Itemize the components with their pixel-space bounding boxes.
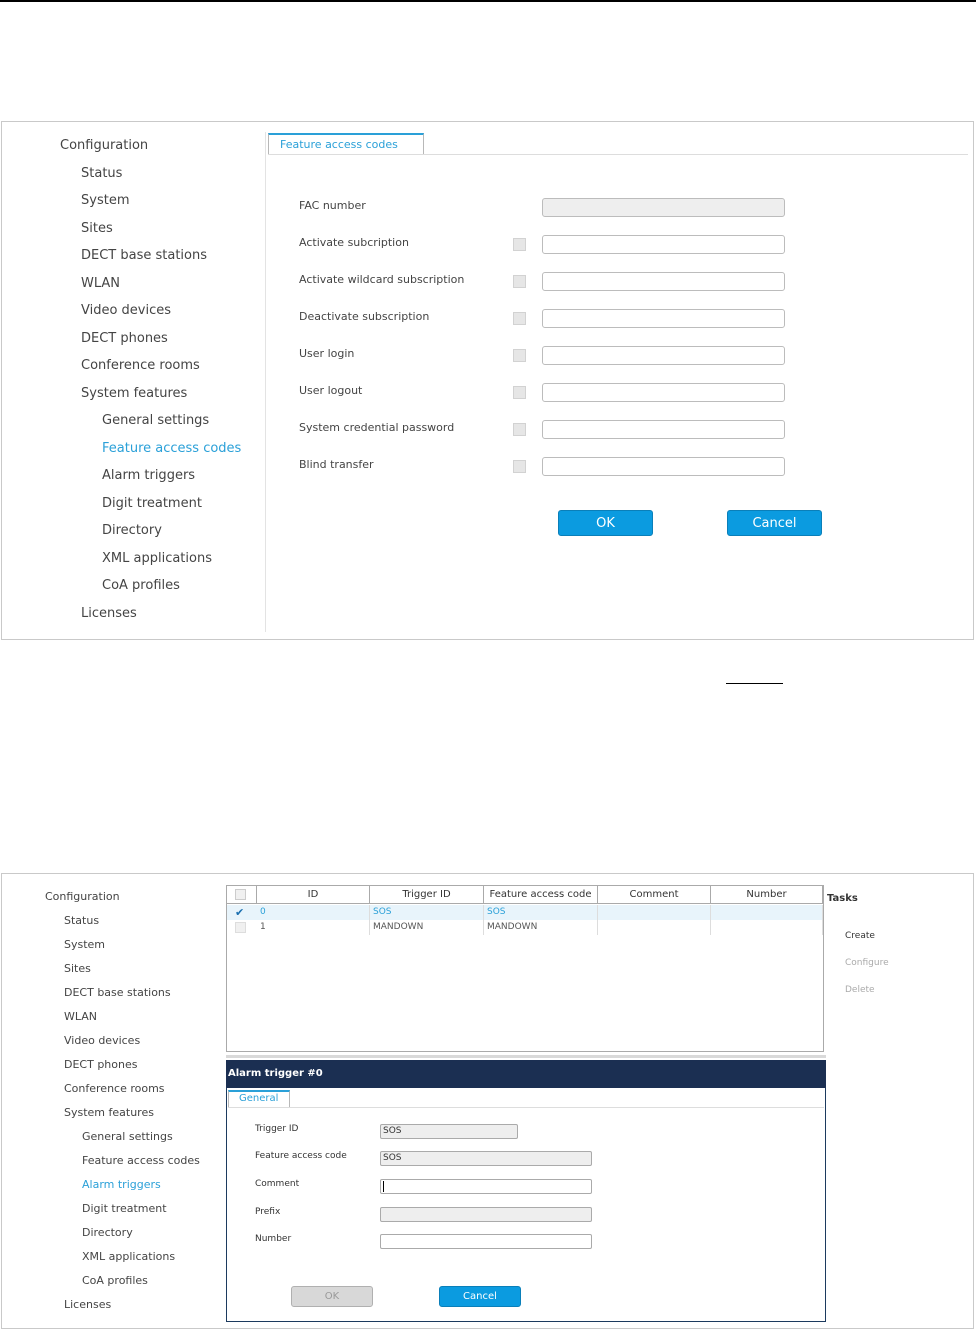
nav-item-general-settings[interactable]: General settings <box>102 413 210 428</box>
input-user-logout[interactable] <box>542 383 785 402</box>
config-navigation-tree <box>2 122 267 637</box>
select-all-column[interactable] <box>227 886 257 904</box>
field-label-activate-subcription: Activate subcription <box>299 236 409 249</box>
ok-button[interactable]: OK <box>291 1286 373 1307</box>
nav-item-xml-applications[interactable]: XML applications <box>82 1250 176 1263</box>
cell-id: 0 <box>257 905 370 920</box>
nav-item-configuration[interactable]: Configuration <box>45 890 120 903</box>
checkbox-blind-transfer[interactable] <box>513 460 526 473</box>
cell-feature-access-code: MANDOWN <box>484 920 598 935</box>
cell-comment <box>598 920 711 935</box>
nav-item-directory[interactable]: Directory <box>102 523 162 538</box>
fac-field[interactable]: SOS <box>380 1151 592 1166</box>
input-user-login[interactable] <box>542 346 785 365</box>
nav-item-dect-base-stations[interactable]: DECT base stations <box>81 248 208 263</box>
tab-feature-access-codes[interactable]: Feature access codes <box>268 133 424 155</box>
cell-feature-access-code: SOS <box>484 905 598 920</box>
trigger-id-label: Trigger ID <box>255 1124 299 1134</box>
checkbox-system-credential-password[interactable] <box>513 423 526 436</box>
task-configure[interactable]: Configure <box>845 958 889 968</box>
column-header-number[interactable]: Number <box>711 886 823 904</box>
nav-item-xml-applications[interactable]: XML applications <box>102 550 212 566</box>
nav-item-coa-profiles[interactable]: CoA profiles <box>82 1274 148 1287</box>
trigger-id-field[interactable]: SOS <box>380 1124 518 1139</box>
text-caret <box>383 1181 384 1192</box>
task-delete[interactable]: Delete <box>845 985 875 995</box>
checkbox-user-login[interactable] <box>513 349 526 362</box>
table-row[interactable] <box>227 905 823 920</box>
nav-item-dect-phones[interactable]: DECT phones <box>64 1058 138 1071</box>
input-deactivate-subscription[interactable] <box>542 309 785 328</box>
nav-item-digit-treatment[interactable]: Digit treatment <box>102 495 202 511</box>
cancel-button[interactable]: Cancel <box>439 1286 521 1307</box>
number-field[interactable] <box>380 1234 592 1249</box>
prefix-label: Prefix <box>255 1207 281 1217</box>
nav-item-dect-phones[interactable]: DECT phones <box>81 330 168 346</box>
input-system-credential-password[interactable] <box>542 420 785 439</box>
alarm-triggers-table <box>226 885 824 1052</box>
nav-item-licenses[interactable]: Licenses <box>81 605 137 621</box>
row-checkbox[interactable] <box>235 922 246 933</box>
field-label-user-logout: User logout <box>299 384 363 397</box>
field-label-user-login: User login <box>299 347 355 360</box>
page-top-rule <box>0 0 976 2</box>
comment-field[interactable] <box>380 1179 592 1194</box>
cell-comment <box>598 905 711 920</box>
nav-item-alarm-triggers[interactable]: Alarm triggers <box>102 468 196 483</box>
checkbox-activate-wildcard-subscription[interactable] <box>513 275 526 288</box>
tab-baseline <box>228 1107 824 1108</box>
nav-item-feature-access-codes[interactable]: Feature access codes <box>102 440 242 456</box>
nav-item-sites[interactable]: Sites <box>81 220 113 236</box>
nav-item-configuration[interactable]: Configuration <box>60 138 149 153</box>
field-label-fac-number: FAC number <box>299 199 366 212</box>
prefix-field[interactable] <box>380 1207 592 1222</box>
panel-title: Alarm trigger #0 <box>226 1060 826 1088</box>
nav-item-system[interactable]: System <box>64 938 106 951</box>
field-label-blind-transfer: Blind transfer <box>299 458 374 471</box>
nav-item-alarm-triggers[interactable]: Alarm triggers <box>82 1178 161 1191</box>
nav-item-feature-access-codes[interactable]: Feature access codes <box>82 1154 200 1167</box>
nav-item-video-devices[interactable]: Video devices <box>81 303 172 318</box>
tab-baseline <box>268 154 968 155</box>
ok-button[interactable]: OK <box>558 510 653 536</box>
column-header-feature-access-code[interactable]: Feature access code <box>484 886 598 904</box>
cell-number <box>711 905 823 920</box>
select-all-checkbox[interactable] <box>235 889 246 900</box>
nav-item-general-settings[interactable]: General settings <box>82 1130 173 1143</box>
nav-item-dect-base-stations[interactable]: DECT base stations <box>64 986 171 999</box>
input-blind-transfer[interactable] <box>542 457 785 476</box>
nav-item-video-devices[interactable]: Video devices <box>64 1034 141 1047</box>
nav-item-coa-profiles[interactable]: CoA profiles <box>102 578 180 593</box>
nav-item-conference-rooms[interactable]: Conference rooms <box>81 358 200 373</box>
nav-item-system[interactable]: System <box>81 193 130 208</box>
cancel-button[interactable]: Cancel <box>727 510 822 536</box>
underline-mark <box>726 683 783 684</box>
nav-item-system-features[interactable]: System features <box>64 1106 154 1119</box>
cell-trigger-id: SOS <box>370 905 484 920</box>
task-create[interactable]: Create <box>845 931 875 941</box>
nav-item-status[interactable]: Status <box>64 914 100 927</box>
field-label-activate-wildcard-subscription: Activate wildcard subscription <box>299 273 465 286</box>
comment-label: Comment <box>255 1179 300 1189</box>
cell-number <box>711 920 823 935</box>
column-header-id[interactable]: ID <box>257 886 370 904</box>
nav-divider <box>265 132 266 632</box>
nav-item-wlan[interactable]: WLAN <box>81 275 121 291</box>
nav-item-system-features[interactable]: System features <box>81 385 188 401</box>
cell-trigger-id: MANDOWN <box>370 920 484 935</box>
tasks-title: Tasks <box>827 893 858 904</box>
input-fac-number[interactable] <box>542 198 785 217</box>
checkbox-user-logout[interactable] <box>513 386 526 399</box>
nav-item-wlan[interactable]: WLAN <box>64 1010 98 1023</box>
nav-item-licenses[interactable]: Licenses <box>64 1298 112 1311</box>
nav-item-sites[interactable]: Sites <box>64 962 91 975</box>
feature-access-codes-screen <box>1 121 974 640</box>
field-label-system-credential-password: System credential password <box>299 421 455 434</box>
alarm-triggers-screen <box>1 873 974 1329</box>
row-checkmark-icon[interactable]: ✔ <box>235 906 245 919</box>
input-activate-subcription[interactable] <box>542 235 785 254</box>
nav-item-conference-rooms[interactable]: Conference rooms <box>64 1082 165 1095</box>
cell-id: 1 <box>257 920 370 935</box>
number-label: Number <box>255 1234 292 1244</box>
table-row[interactable] <box>227 920 823 935</box>
input-activate-wildcard-subscription[interactable] <box>542 272 785 291</box>
nav-item-status[interactable]: Status <box>81 165 123 181</box>
checkbox-activate-subcription[interactable] <box>513 238 526 251</box>
tab-general[interactable]: General <box>228 1090 290 1108</box>
fac-label: Feature access code <box>255 1151 347 1161</box>
nav-item-directory[interactable]: Directory <box>82 1226 133 1239</box>
splitter[interactable] <box>226 1055 826 1058</box>
checkbox-deactivate-subscription[interactable] <box>513 312 526 325</box>
column-header-comment[interactable]: Comment <box>598 886 711 904</box>
field-label-deactivate-subscription: Deactivate subscription <box>299 310 430 323</box>
column-header-trigger-id[interactable]: Trigger ID <box>370 886 484 904</box>
nav-item-digit-treatment[interactable]: Digit treatment <box>82 1202 167 1215</box>
